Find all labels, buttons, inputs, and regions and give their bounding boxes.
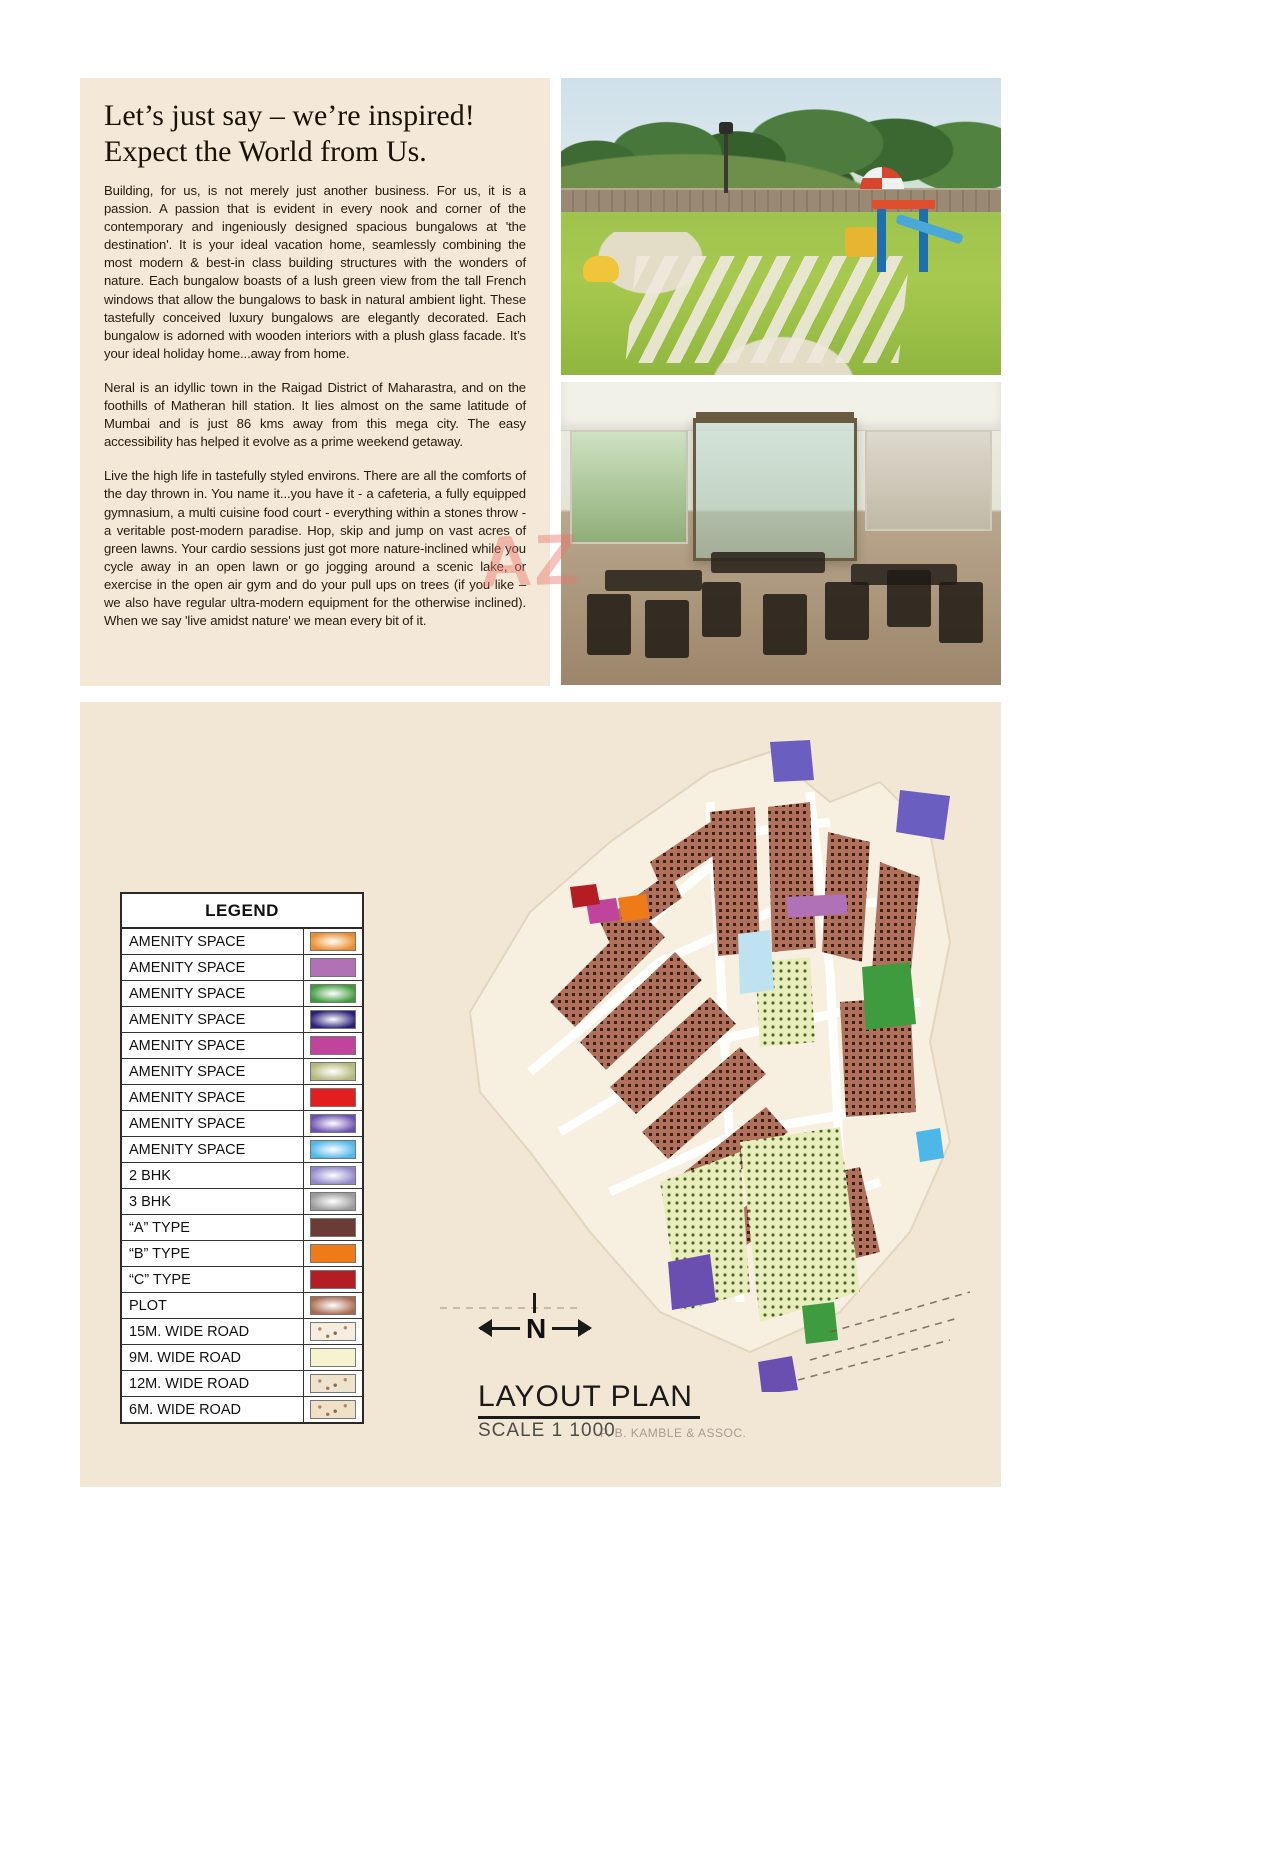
- legend-swatch-cell: [303, 1345, 362, 1370]
- interior-chair: [887, 570, 931, 628]
- body-paragraph-3: Live the high life in tastefully styled environs. There are all the comforts of the day thrown in. You name it...you have it - a cafeteria, a fully equipped gymnasium, a multi cuisine food court - everything within a stones throw - a veritable post-modern paradise. Hop, skip and jump on vast acres of green lawns. Your cardio sessions just got more nature-inclined while you cycle away in an open lawn or go jogging around a scenic lake, or exercise in the open air gym and do your pull ups on trees (if you like – we also have regular ultra-modern equipment for the otherwise inclined). When we say 'live amidst nature' we mean every bit of it.: [104, 468, 526, 629]
- legend-color-swatch: [310, 1270, 356, 1289]
- legend-row-label: AMENITY SPACE: [129, 1115, 246, 1132]
- legend-row: [122, 1371, 362, 1397]
- watermark-url: WWW.AZ.IN: [435, 1752, 680, 1796]
- legend-row-label: 15M. WIDE ROAD: [129, 1323, 250, 1340]
- legend-row-label: AMENITY SPACE: [129, 1089, 246, 1106]
- legend-row: [122, 1293, 362, 1319]
- interior-table: [711, 552, 825, 573]
- text-panel: [80, 78, 550, 686]
- legend-color-swatch: [310, 1374, 356, 1393]
- legend-color-swatch: [310, 1348, 356, 1367]
- legend-color-swatch: [310, 1400, 356, 1419]
- legend-row: [122, 1189, 362, 1215]
- amenity-purple-north: [770, 740, 814, 782]
- legend-swatch-cell: [303, 1319, 362, 1344]
- legend-color-swatch: [310, 1114, 356, 1133]
- legend-row-label: AMENITY SPACE: [129, 933, 246, 950]
- amenity-purple-northeast: [896, 790, 950, 840]
- interior-chair: [587, 594, 631, 655]
- legend-rows: [122, 929, 362, 1422]
- headline-line-2: Expect the World from Us.: [104, 135, 427, 168]
- legend-row-label: PLOT: [129, 1297, 167, 1314]
- legend-row-label: 12M. WIDE ROAD: [129, 1375, 250, 1392]
- legend-row-label: AMENITY SPACE: [129, 1037, 246, 1054]
- north-arrow: [480, 1297, 590, 1357]
- legend-row: [122, 1345, 362, 1371]
- photo-play-post-right: [919, 202, 928, 271]
- legend-row: [122, 1397, 362, 1422]
- legend-swatch-cell: [303, 1371, 362, 1396]
- legend-color-swatch: [310, 1088, 356, 1107]
- legend-row: [122, 1163, 362, 1189]
- legend-swatch-cell: [303, 1033, 362, 1058]
- legend-row-label: 6M. WIDE ROAD: [129, 1401, 241, 1418]
- legend-row-label: 2 BHK: [129, 1167, 171, 1184]
- legend-color-swatch: [310, 1322, 356, 1341]
- interior-chair: [939, 582, 983, 643]
- amenity-red-west: [570, 884, 600, 908]
- legend-swatch-cell: [303, 1163, 362, 1188]
- legend-row: [122, 1059, 362, 1085]
- legend-row: [122, 1033, 362, 1059]
- watermark-diagonal: AZ: [478, 519, 582, 603]
- legend-row: [122, 1267, 362, 1293]
- north-label: N: [520, 1313, 552, 1345]
- legend-color-swatch: [310, 932, 356, 951]
- legend-title: LEGEND: [122, 894, 362, 929]
- legend-color-swatch: [310, 1296, 356, 1315]
- north-arrow-tip-left: [478, 1319, 492, 1337]
- interior-chair: [763, 594, 807, 655]
- legend-color-swatch: [310, 1062, 356, 1081]
- legend-color-swatch: [310, 984, 356, 1003]
- legend-swatch-cell: [303, 1267, 362, 1292]
- amenity-blue-east: [916, 1128, 944, 1162]
- legend-row: [122, 1241, 362, 1267]
- playground-lawn-photo: [561, 78, 1001, 375]
- legend-swatch-cell: [303, 1111, 362, 1136]
- amenity-violet-far-south: [758, 1356, 798, 1392]
- legend-color-swatch: [310, 1010, 356, 1029]
- body-paragraph-1: Building, for us, is not merely just another business. For us, it is a passion. A passion that is evident in every nook and corner of the contemporary and ingeniously designed spacious bungalows at 'the destination'. It is your ideal vacation home, seamlessly combining the most modern & best-in class building structures with the wonders of nature. Each bungalow boasts of a lush green view from the tall French windows that allow the bungalows to bask in natural ambient light. These tastefully conceived luxury bungalows are elegantly decorated. Each bungalow is adorned with wooden interiors with a plush glass facade. It’s your ideal holiday home...away from home.: [104, 183, 526, 361]
- legend-row: [122, 1007, 362, 1033]
- legend-row-label: AMENITY SPACE: [129, 1011, 246, 1028]
- layout-plan-panel: [80, 702, 1001, 1796]
- headline-line-1: Let’s just say – we’re inspired!: [104, 99, 475, 132]
- legend-row: [122, 955, 362, 981]
- photo-lamp-post: [724, 131, 728, 193]
- legend-swatch-cell: [303, 1137, 362, 1162]
- interior-chair: [825, 582, 869, 640]
- legend-row-label: AMENITY SPACE: [129, 985, 246, 1002]
- legend-row: [122, 1215, 362, 1241]
- legend-row: [122, 929, 362, 955]
- restaurant-interior-photo: [561, 382, 1001, 685]
- legend-swatch-cell: [303, 981, 362, 1006]
- legend-swatch-cell: [303, 955, 362, 980]
- interior-chair: [702, 582, 742, 637]
- photo-play-post-left: [877, 202, 886, 271]
- legend-swatch-cell: [303, 1007, 362, 1032]
- amenity-violet-south: [668, 1254, 716, 1310]
- legend-row-label: 3 BHK: [129, 1193, 171, 1210]
- body-paragraph-2: Neral is an idyllic town in the Raigad District of Maharastra, and on the foothills of Matheran hill station. It lies almost on the same latitude of Mumbai and is just 86 kms away from this mega city. The easy accessibility has helped it evolve as a prime weekend getaway.: [104, 379, 526, 450]
- legend-swatch-cell: [303, 1059, 362, 1084]
- legend-color-swatch: [310, 1140, 356, 1159]
- legend-row-label: “B” TYPE: [129, 1245, 190, 1262]
- photo-play-crossbar: [872, 200, 935, 209]
- legend-row-label: “C” TYPE: [129, 1271, 191, 1288]
- interior-chair: [645, 600, 689, 658]
- photo-play-slide: [896, 213, 964, 244]
- legend-swatch-cell: [303, 1241, 362, 1266]
- amenity-lightblue: [738, 930, 774, 994]
- plan-title: LAYOUT PLAN: [478, 1380, 693, 1413]
- legend-row: [122, 1319, 362, 1345]
- legend-swatch-cell: [303, 1189, 362, 1214]
- legend-row: [122, 981, 362, 1007]
- legend-color-swatch: [310, 1218, 356, 1237]
- amenity-orange: [618, 894, 650, 922]
- legend-row: [122, 1137, 362, 1163]
- plan-title-rule: [478, 1416, 700, 1419]
- legend-swatch-cell: [303, 1293, 362, 1318]
- legend-row: [122, 1111, 362, 1137]
- plan-subnote: P. B. KAMBLE & ASSOC.: [600, 1426, 747, 1440]
- legend-row-label: AMENITY SPACE: [129, 1063, 246, 1080]
- legend-swatch-cell: [303, 929, 362, 954]
- page-title: [104, 98, 526, 170]
- legend-color-swatch: [310, 1244, 356, 1263]
- legend-row-label: AMENITY SPACE: [129, 959, 246, 976]
- plan-scale: SCALE 1 1000: [478, 1420, 616, 1441]
- amenity-magenta-strip: [786, 894, 848, 918]
- legend-color-swatch: [310, 1036, 356, 1055]
- legend-swatch-cell: [303, 1085, 362, 1110]
- legend-row-label: “A” TYPE: [129, 1219, 190, 1236]
- amenity-green-south: [802, 1302, 838, 1344]
- amenity-green-east: [862, 962, 916, 1030]
- legend-row: [122, 1085, 362, 1111]
- legend-table: [120, 892, 364, 1424]
- legend-row-label: 9M. WIDE ROAD: [129, 1349, 241, 1366]
- photo-ride-toy: [583, 256, 619, 282]
- interior-table: [605, 570, 702, 591]
- photo-play-yellow-panel: [845, 227, 877, 257]
- north-arrow-tip-right: [578, 1319, 592, 1337]
- legend-color-swatch: [310, 958, 356, 977]
- legend-swatch-cell: [303, 1215, 362, 1240]
- legend-color-swatch: [310, 1192, 356, 1211]
- legend-color-swatch: [310, 1166, 356, 1185]
- legend-swatch-cell: [303, 1397, 362, 1422]
- site-layout-map: [410, 712, 990, 1392]
- legend-row-label: AMENITY SPACE: [129, 1141, 246, 1158]
- photo-play-structure: [843, 197, 975, 286]
